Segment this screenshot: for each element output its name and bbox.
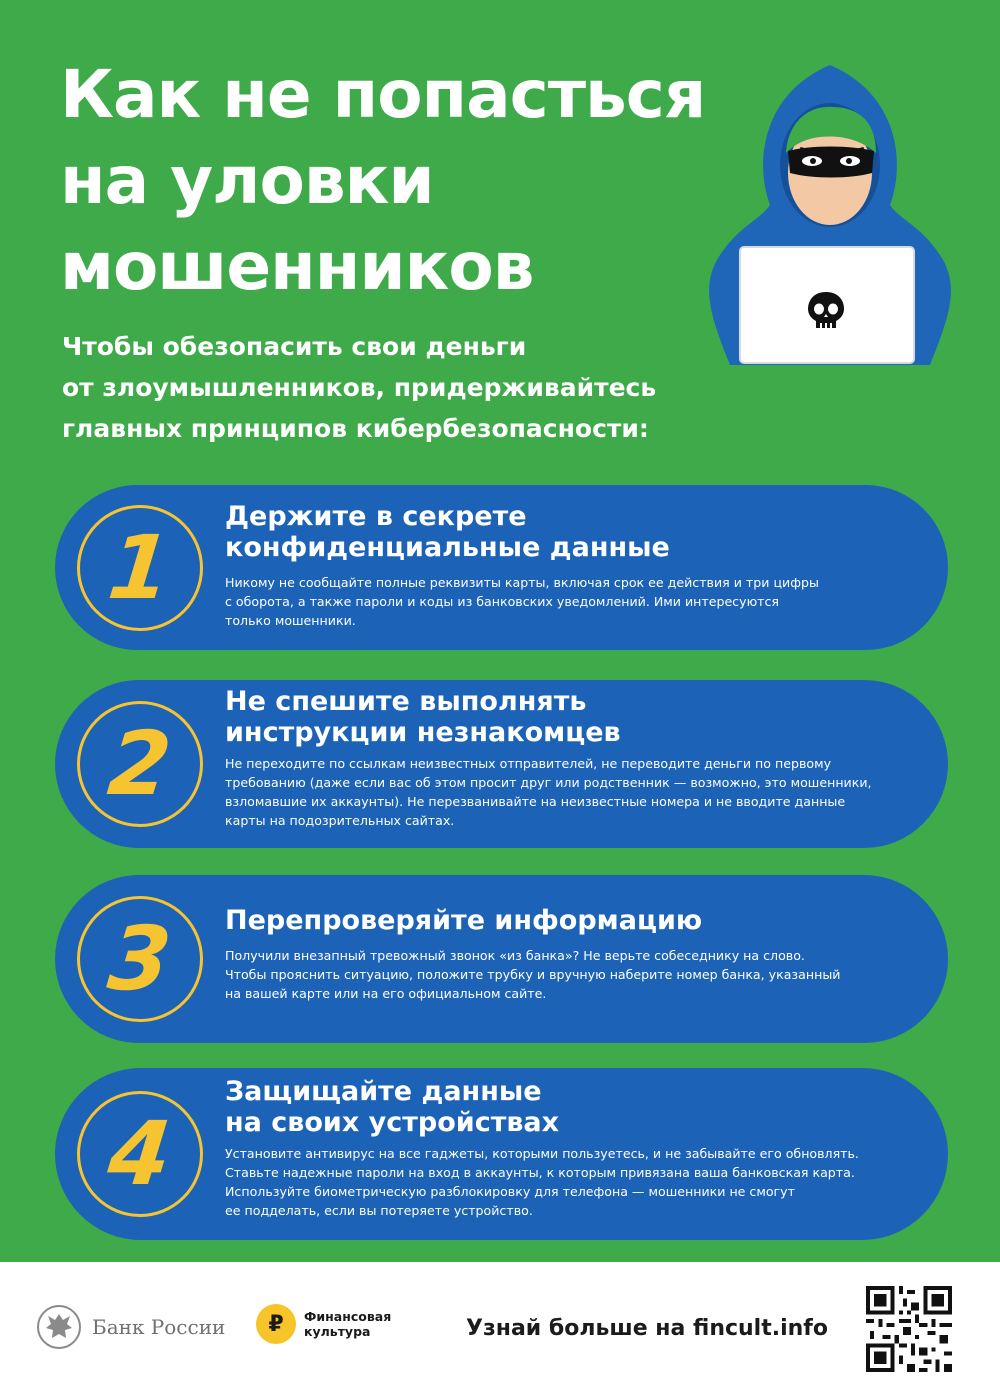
tip-text-line: Ставьте надежные пароли на вход в аккаунты, к которым привязана ваша банковская карта.: [225, 1165, 855, 1180]
tip-text-line: карты на подозрительных сайтах.: [225, 813, 455, 828]
tip-number: 2: [104, 712, 177, 815]
tip-text-line: Используйте биометрическую разблокировку для телефона — мошенники не смогут: [225, 1184, 795, 1199]
financial-culture-logo: [256, 1304, 391, 1344]
tip-title: [225, 686, 908, 748]
tip-card-2: [55, 680, 948, 848]
footer: [0, 1262, 1000, 1388]
title-line: на уловки: [60, 142, 434, 219]
tip-content: [225, 501, 908, 630]
tip-text: [225, 754, 908, 830]
tip-title-line: инструкции незнакомцев: [225, 717, 621, 748]
tip-content: [225, 1076, 908, 1220]
fincult-name-line: культура: [304, 1324, 371, 1339]
tip-number: 3: [104, 907, 177, 1010]
tip-text-line: Получили внезапный тревожный звонок «из банка»? Не верьте собеседнику на слово.: [225, 948, 805, 963]
tip-number-badge: [77, 1091, 203, 1217]
tip-title-line: Держите в секрете: [225, 501, 527, 532]
subtitle-line: Чтобы обезопасить свои деньги: [62, 332, 527, 361]
tip-card-3: [55, 875, 948, 1043]
tip-text-line: только мошенники.: [225, 613, 356, 628]
tip-text-line: Установите антивирус на все гаджеты, которыми пользуетесь, и не забывайте его обновлять.: [225, 1146, 859, 1161]
tip-text-line: Чтобы прояснить ситуацию, положите трубку и вручную наберите номер банка, указанный: [225, 967, 841, 982]
page-title: [60, 52, 740, 310]
tip-text-line: с оборота, а также пароли и коды из банковских уведомлений. Ими интересуются: [225, 594, 780, 609]
tip-title: [225, 1076, 908, 1138]
tip-text-line: Никому не сообщайте полные реквизиты карты, включая срок ее действия и три цифры: [225, 575, 819, 590]
fincult-name-line: Финансовая: [304, 1309, 392, 1324]
tip-text-line: на вашей карте или на его официальном сайте.: [225, 986, 547, 1001]
fincult-name: [304, 1309, 391, 1339]
tip-text: [225, 946, 908, 1003]
learn-more-link[interactable]: Узнай больше на fincult.info: [466, 1316, 828, 1341]
tip-card-1: [55, 485, 948, 650]
tip-number: 1: [104, 515, 177, 619]
tip-text: [225, 1144, 908, 1220]
tip-number-badge: [77, 701, 203, 827]
skull-icon: [806, 290, 846, 332]
tip-text-line: требованию (даже если вас об этом просит друг или родственник — возможно, это мошенники,: [225, 775, 872, 790]
tip-number: 4: [104, 1102, 177, 1205]
subtitle-line: от злоумышленников, придерживайтесь: [62, 373, 657, 402]
tip-title-line: Перепроверяйте информацию: [225, 905, 703, 936]
tip-title: [225, 501, 908, 563]
tip-card-4: [55, 1068, 948, 1240]
tip-title: [225, 905, 908, 936]
tip-title-line: Защищайте данные: [225, 1076, 542, 1107]
tip-title-line: на своих устройствах: [225, 1107, 560, 1138]
qr-code-icon[interactable]: [866, 1286, 952, 1372]
tip-text: [225, 573, 908, 630]
tip-number-badge: [77, 505, 203, 631]
tip-text-line: ее подделать, если вы потеряете устройство.: [225, 1203, 533, 1218]
tip-text-line: взломавшие их аккаунты). Не перезванивайте на неизвестные номера и не вводите данные: [225, 794, 846, 809]
tip-content: [225, 686, 908, 830]
subtitle: [62, 326, 782, 449]
bank-name: Банк России: [92, 1315, 226, 1339]
bank-of-russia-logo: [36, 1304, 225, 1350]
tip-content: [225, 905, 908, 1003]
ruble-icon: ₽: [256, 1304, 296, 1344]
tip-number-badge: [77, 896, 203, 1022]
title-line: Как не попасться: [60, 56, 706, 133]
tip-title-line: Не спешите выполнять: [225, 686, 587, 717]
tip-text-line: Не переходите по ссылкам неизвестных отправителей, не переводите деньги по первому: [225, 756, 832, 771]
subtitle-line: главных принципов кибербезопасности:: [62, 414, 649, 443]
double-headed-eagle-icon: [36, 1304, 82, 1350]
title-line: мошенников: [60, 228, 534, 305]
tip-title-line: конфиденциальные данные: [225, 532, 670, 563]
